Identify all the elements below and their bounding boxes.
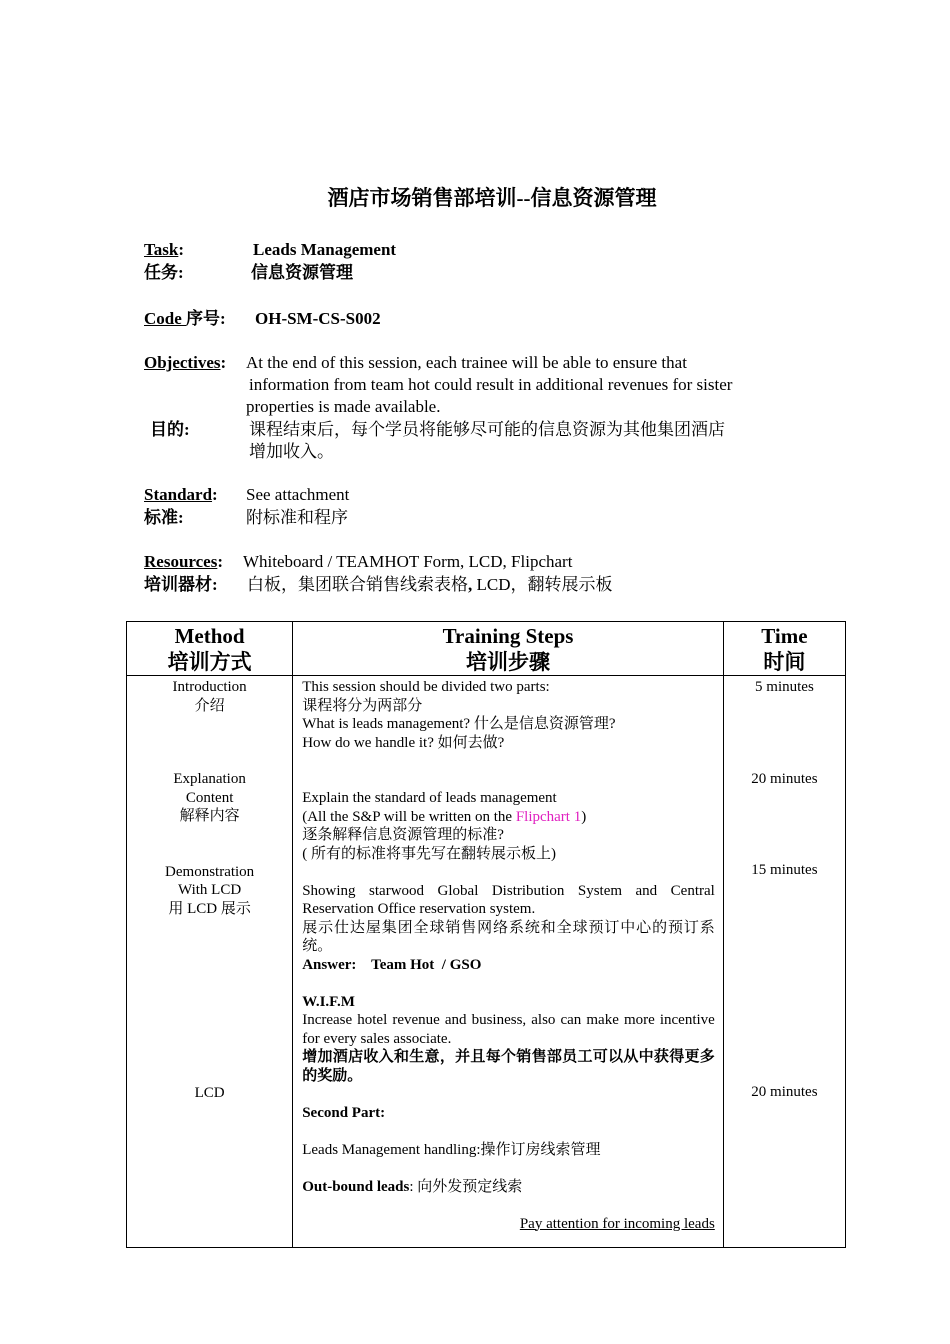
steps-cell: This session should be divided two parts: 课程将分为两部分 What is leads management? 什么是信息资源管理? How do we handle it? 如何去做? Explain the standard of leads management (All the S&P will be written on the Flipchart 1) 逐条解释信息资源管理的标准? ( 所有的标准将事先写在翻转展示板上) Showing starwood Global Distribution System and Central Reservation Office reservation system. 展示仕达屋集团全球销售网络系统和全球预订中心的预订系统。 Answer: Team Hot / GSO W.I.F.M Increase hotel revenue and business, also can make more incentive for every sales associate. 增加酒店收入和生意，并且每个销售部员工可以从中获得更多的奖励。 Second Part: Leads Management handling:操作订房线索管理 Out-bound leads: 向外发预定线索 Pay attention for incoming leads xyxy=(293,676,724,1248)
standard-label: Standard xyxy=(144,485,213,504)
code-label-zh: 序号: xyxy=(186,309,226,328)
page-title: 酒店市场销售部培训--信息资源管理 xyxy=(327,186,657,210)
standard-value: See attachment xyxy=(246,485,350,504)
table-row xyxy=(127,676,846,1248)
resources-value: Whiteboard / TEAMHOT Form, LCD, Flipchart xyxy=(243,552,573,571)
objectives-label-zh: 目的: xyxy=(150,420,190,439)
task-row: Task: xyxy=(144,240,185,259)
method-demonstration: Demonstration xyxy=(165,863,255,880)
time-3: 15 minutes xyxy=(751,862,818,878)
flipchart-link: Flipchart 1 xyxy=(515,808,582,825)
code-label: Code xyxy=(144,309,187,328)
incoming-leads-link[interactable]: Pay attention for incoming leads xyxy=(519,1215,715,1232)
objectives-row: Objectives: xyxy=(144,353,227,372)
task-value: Leads Management xyxy=(253,240,397,259)
header-method: Method 培训方式 xyxy=(127,622,293,676)
header-time: Time 时间 xyxy=(723,622,845,676)
method-introduction-zh: 介绍 xyxy=(194,697,225,714)
header-training-steps: Training Steps 培训步骤 xyxy=(293,622,724,676)
resources-label-zh: 培训器材: xyxy=(144,575,218,594)
method-explanation: Explanation xyxy=(173,771,246,787)
training-table xyxy=(126,621,846,1248)
task-label-zh: 任务: xyxy=(144,263,184,282)
resources-value-zh: 白板，集团联合销售线索表格, LCD，翻转展示板 xyxy=(247,575,613,594)
standard-value-zh: 附标准和程序 xyxy=(246,508,348,527)
objectives-label: Objectives xyxy=(144,353,221,372)
time-4: 20 minutes xyxy=(751,1083,818,1100)
standard-row: Standard: xyxy=(144,485,218,504)
code-value: OH-SM-CS-S002 xyxy=(255,309,381,328)
code-row xyxy=(144,308,226,330)
objectives-zh2: 增加收入。 xyxy=(249,442,334,461)
objectives-line3: properties is made available. xyxy=(246,397,441,416)
table-header-row xyxy=(127,622,846,676)
task-value-zh: 信息资源管理 xyxy=(251,263,353,282)
task-label: Task xyxy=(144,240,179,259)
objectives-line1: At the end of this session, each trainee will be able to ensure that xyxy=(246,353,687,372)
method-lcd: LCD xyxy=(194,1085,225,1101)
time-2: 20 minutes xyxy=(751,770,818,787)
time-1: 5 minutes xyxy=(755,679,814,695)
method-introduction: Introduction xyxy=(172,679,247,695)
method-cell: Introduction 介绍 Explanation Content 解释内容 Demonstration With LCD 用 LCD 展示 LCD xyxy=(127,676,293,1248)
time-cell xyxy=(723,676,845,1248)
objectives-zh1: 课程结束后，每个学员将能够尽可能的信息资源为其他集团酒店 xyxy=(249,420,725,439)
resources-label: Resources xyxy=(144,552,218,571)
resources-row: Resources: xyxy=(144,552,224,571)
objectives-line2: information from team hot could result in additional revenues for sister xyxy=(249,375,733,394)
standard-label-zh: 标准: xyxy=(144,508,184,527)
